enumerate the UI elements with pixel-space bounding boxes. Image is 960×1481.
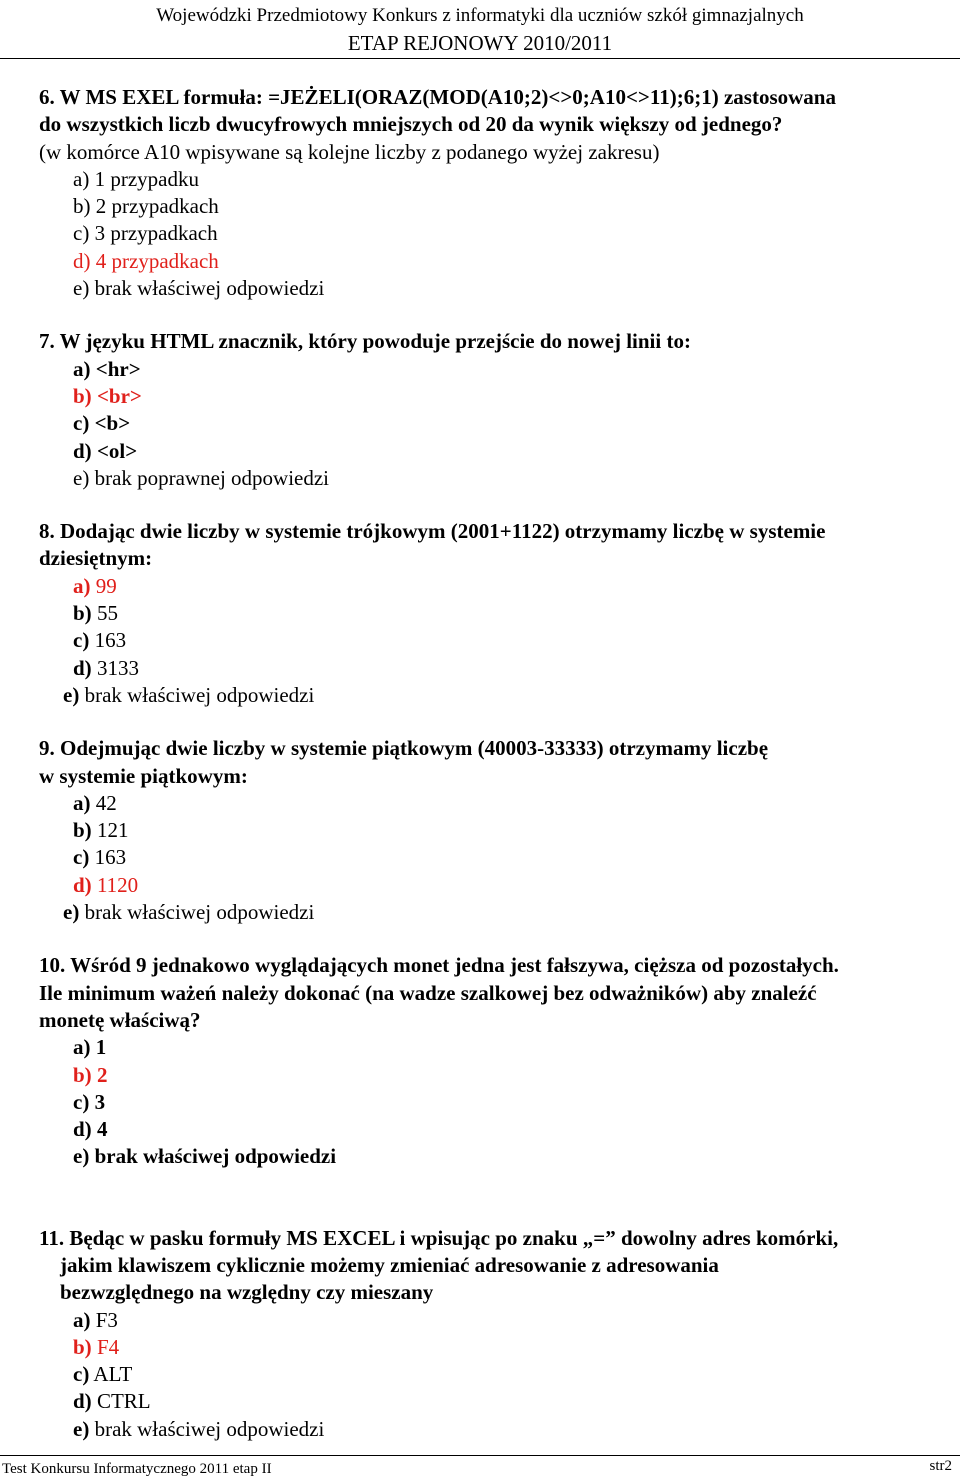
answer-option: c) 3 przypadkach: [73, 221, 218, 246]
question-title-line: Ile minimum ważeń należy dokonać (na wadze szalkowej bez odważników) aby znaleźć: [39, 980, 817, 1005]
answer-option: e) brak właściwej odpowiedzi: [63, 682, 315, 707]
answer-option: c) 3: [73, 1089, 106, 1114]
answer-option: c) 163: [73, 628, 127, 653]
answer-option: a) 42: [73, 790, 117, 815]
question-6: [39, 84, 944, 302]
page-footer: [0, 1455, 960, 1481]
answer-option: c) 163: [73, 845, 127, 870]
header-stage-title: ETAP REJONOWY 2010/2011: [347, 31, 613, 55]
answer-option: d) <ol>: [73, 438, 138, 463]
answer-option-correct: d) 1120: [73, 872, 139, 897]
answer-option: c) <b>: [73, 411, 131, 436]
page-number: str2: [929, 1458, 952, 1474]
question-title-line: 8. Dodając dwie liczby w systemie trójkowym (2001+1122) otrzymamy liczbę w systemie: [39, 519, 826, 544]
answer-option-correct: b) F4: [73, 1334, 120, 1359]
question-title-line: dziesiętnym:: [39, 546, 153, 571]
question-7: [39, 328, 944, 492]
question-title-line: monetę właściwą?: [39, 1007, 201, 1032]
page-header: [0, 0, 960, 59]
answer-option: e) brak właściwej odpowiedzi: [73, 1144, 337, 1169]
question-title-line: 9. Odejmując dwie liczby w systemie piątkowym (40003-33333) otrzymamy liczbę: [39, 736, 769, 761]
footer-test-title: Test Konkursu Informatycznego 2011 etap II: [2, 1461, 272, 1477]
question-title-line: jakim klawiszem cyklicznie możemy zmieniać adresowanie z adresowania: [60, 1252, 719, 1277]
answer-option: d) 4: [73, 1117, 108, 1142]
answer-option: c) ALT: [73, 1362, 133, 1387]
answer-option: a) <hr>: [73, 356, 141, 381]
answer-option: a) 1: [73, 1035, 107, 1060]
question-title-line: do wszystkich liczb dwucyfrowych mniejszych od 20 da wynik większy od jednego?: [39, 112, 783, 137]
answer-option-correct: d) 4 przypadkach: [73, 248, 219, 273]
question-title-line: w systemie piątkowym:: [39, 763, 248, 788]
answer-option: b) 121: [73, 818, 129, 843]
question-9: [39, 735, 944, 926]
answer-option: e) brak poprawnej odpowiedzi: [73, 465, 330, 490]
answer-option-correct: b) <br>: [73, 383, 142, 408]
question-title-line: 6. W MS EXEL formuła: =JEŻELI(ORAZ(MOD(A10;2)<>0;A10<>11);6;1) zastosowana: [39, 85, 836, 109]
question-title-line: 11. Będąc w pasku formuły MS EXCEL i wpisując po znaku „=” dowolny adres komórki,: [39, 1225, 839, 1250]
question-title-line: 7. W języku HTML znacznik, który powoduje przejście do nowej linii to:: [39, 329, 691, 354]
answer-option: d) CTRL: [73, 1389, 151, 1414]
question-note: (w komórce A10 wpisywane są kolejne liczby z podanego wyżej zakresu): [39, 139, 660, 164]
questions-list: [39, 84, 944, 1443]
answer-option-correct: b) 2: [73, 1062, 108, 1087]
question-11: [39, 1225, 944, 1443]
answer-option: b) 55: [73, 601, 118, 626]
header-competition-title: Wojewódzki Przedmiotowy Konkurs z informatyki dla uczniów szkół gimnazjalnych: [156, 5, 804, 26]
question-title-line: bezwzględnego na względny czy mieszany: [60, 1280, 434, 1305]
answer-option-correct: a) 99: [73, 573, 117, 598]
question-title-line: 10. Wśród 9 jednakowo wyglądających monet jedna jest fałszywa, cięższa od pozostałych.: [39, 953, 839, 978]
answer-option: d) 3133: [73, 655, 139, 680]
answer-option: e) brak właściwej odpowiedzi: [63, 900, 315, 925]
answer-option: e) brak właściwej odpowiedzi: [73, 1416, 325, 1441]
question-10: [39, 952, 944, 1170]
answer-option: a) F3: [73, 1307, 118, 1332]
question-8: [39, 518, 944, 709]
answer-option: e) brak właściwej odpowiedzi: [73, 276, 325, 301]
answer-option: b) 2 przypadkach: [73, 194, 219, 219]
answer-option: a) 1 przypadku: [73, 166, 199, 191]
